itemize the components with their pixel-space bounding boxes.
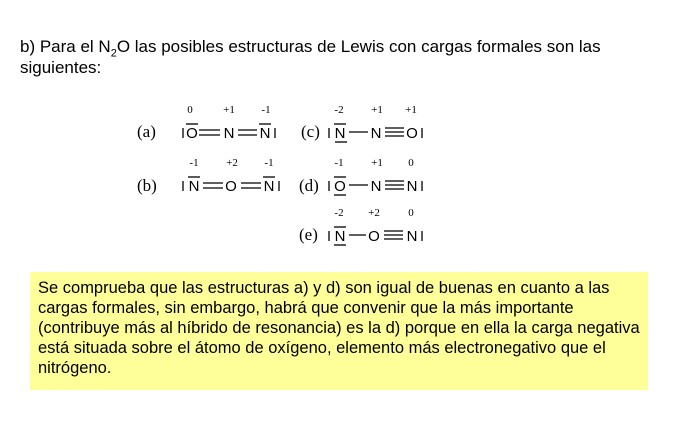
formal-charge: +1 — [371, 104, 383, 116]
atom-symbol: N — [406, 228, 418, 245]
formal-charge: -1 — [334, 157, 344, 169]
atom-symbol: N — [370, 125, 382, 142]
formal-charge: -1 — [189, 157, 199, 169]
conclusion-note: Se comprueba que las estructuras a) y d) son igual de buenas en cuanto a las cargas formales, sin embargo, habrá que convenir que la más importante (contribuye más al híbrido de resonancia) es la d) porque en ella la carga negativa está situada sobre el átomo de oxígeno, elemento más electronegativo que el nitrógeno. — [30, 272, 648, 390]
formal-charge: +1 — [223, 104, 235, 116]
atom-symbol: O — [186, 125, 198, 142]
formal-charge: 0 — [408, 157, 414, 169]
structure-c — [301, 104, 422, 142]
atom-symbol: N — [259, 125, 271, 142]
formal-charge: -1 — [261, 104, 271, 116]
atom-symbol: N — [370, 178, 382, 195]
atom-symbol: O — [334, 178, 346, 195]
formal-charge: +2 — [226, 157, 238, 169]
structure-label: (d) — [299, 176, 319, 195]
structure-label: (b) — [137, 176, 157, 195]
structure-b — [137, 157, 279, 195]
structure-label: (c) — [301, 122, 320, 141]
formal-charge: 0 — [187, 104, 193, 116]
formal-charge: 0 — [408, 207, 414, 219]
atom-symbol: N — [263, 178, 275, 195]
structure-d — [299, 157, 422, 195]
atom-symbol: N — [334, 228, 346, 245]
atom-symbol: N — [334, 125, 346, 142]
structure-e — [299, 207, 422, 245]
formal-charge: +2 — [368, 207, 380, 219]
formal-charge: -1 — [264, 157, 274, 169]
atom-symbol: N — [223, 125, 235, 142]
atom-symbol: N — [406, 178, 418, 195]
intro-text: b) Para el $N_2O$ las posibles estructuras de Lewis con cargas formales son las siguientes: — [20, 37, 601, 77]
atom-symbol: O — [406, 125, 418, 142]
formal-charge: -2 — [334, 207, 344, 219]
atom-symbol: O — [225, 178, 237, 195]
atom-symbol: O — [368, 228, 380, 245]
formal-charge: +1 — [371, 157, 383, 169]
formal-charge: +1 — [405, 104, 417, 116]
formal-charge: -2 — [334, 104, 344, 116]
atom-symbol: N — [188, 178, 200, 195]
structure-a — [137, 104, 275, 142]
structure-label: (a) — [137, 122, 156, 141]
structure-label: (e) — [299, 225, 318, 244]
